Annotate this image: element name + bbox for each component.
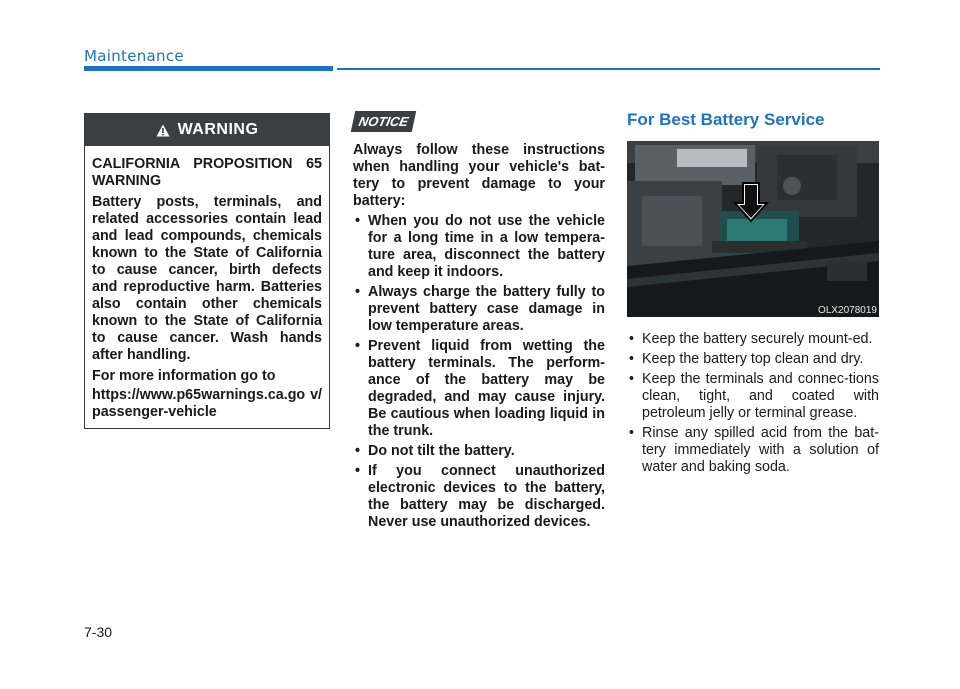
- warning-label: WARNING: [177, 121, 259, 138]
- battery-service-list: [627, 331, 879, 476]
- notice-column: [353, 111, 605, 534]
- warning-url: https://www.p65warnings.ca.go v/passenger-vehicle: [92, 387, 322, 420]
- page-number: 7-30: [84, 624, 113, 640]
- warning-more-info: For more information go to: [92, 368, 276, 384]
- service-item: • Keep the battery securely mount-ed.: [627, 331, 879, 348]
- notice-badge: NOTICE: [351, 111, 417, 132]
- engine-bay-illustration: [627, 141, 879, 317]
- notice-item: • Prevent liquid from wetting the battery terminals. The perform-ance of the battery may be degraded, and may cause injury. Be cautious when loading liquid in the trunk.: [353, 338, 605, 440]
- notice-item: • If you connect unauthorized electronic devices to the battery, the battery may be discharged. Never use unauthorized devices.: [353, 463, 605, 531]
- notice-intro: Always follow these instructions when handling your vehicle's bat-tery to prevent damage to your battery:: [353, 142, 605, 209]
- header-rule-thin: [337, 68, 880, 70]
- notice-item: • Do not tilt the battery.: [353, 443, 605, 460]
- header-rule-thick: [84, 66, 333, 71]
- service-item: • Keep the terminals and connec-tions clean, tight, and coated with petroleum jelly or terminal grease.: [627, 371, 879, 422]
- warning-triangle-icon: [156, 124, 170, 137]
- notice-item: • Always charge the battery fully to prevent battery case damage in low temperature areas.: [353, 284, 605, 335]
- image-code: OLX2078019: [818, 305, 877, 316]
- service-item: • Keep the battery top clean and dry.: [627, 351, 879, 368]
- service-item: • Rinse any spilled acid from the bat-tery immediately with a solution of water and baking soda.: [627, 425, 879, 476]
- warning-body: [85, 146, 329, 421]
- warning-header: [85, 114, 329, 146]
- warning-text: Battery posts, terminals, and related accessories contain lead and lead compounds, chemicals known to the State of California to cause cancer, birth defects and reproductive harm. Batteries also contain other chemicals known to the State of California to cause cancer. Wash hands after handling.: [92, 194, 322, 363]
- battery-service-column: [627, 110, 879, 479]
- battery-service-heading: For Best Battery Service: [627, 110, 825, 129]
- notice-list: [353, 213, 605, 531]
- notice-item: • When you do not use the vehicle for a long time in a low tempera-ture area, disconnect the battery and keep it indoors.: [353, 213, 605, 281]
- warning-title: CALIFORNIA PROPOSITION 65 WARNING: [92, 156, 322, 189]
- battery-photo: [627, 141, 879, 317]
- warning-box: [84, 113, 330, 429]
- section-title: Maintenance: [84, 47, 184, 65]
